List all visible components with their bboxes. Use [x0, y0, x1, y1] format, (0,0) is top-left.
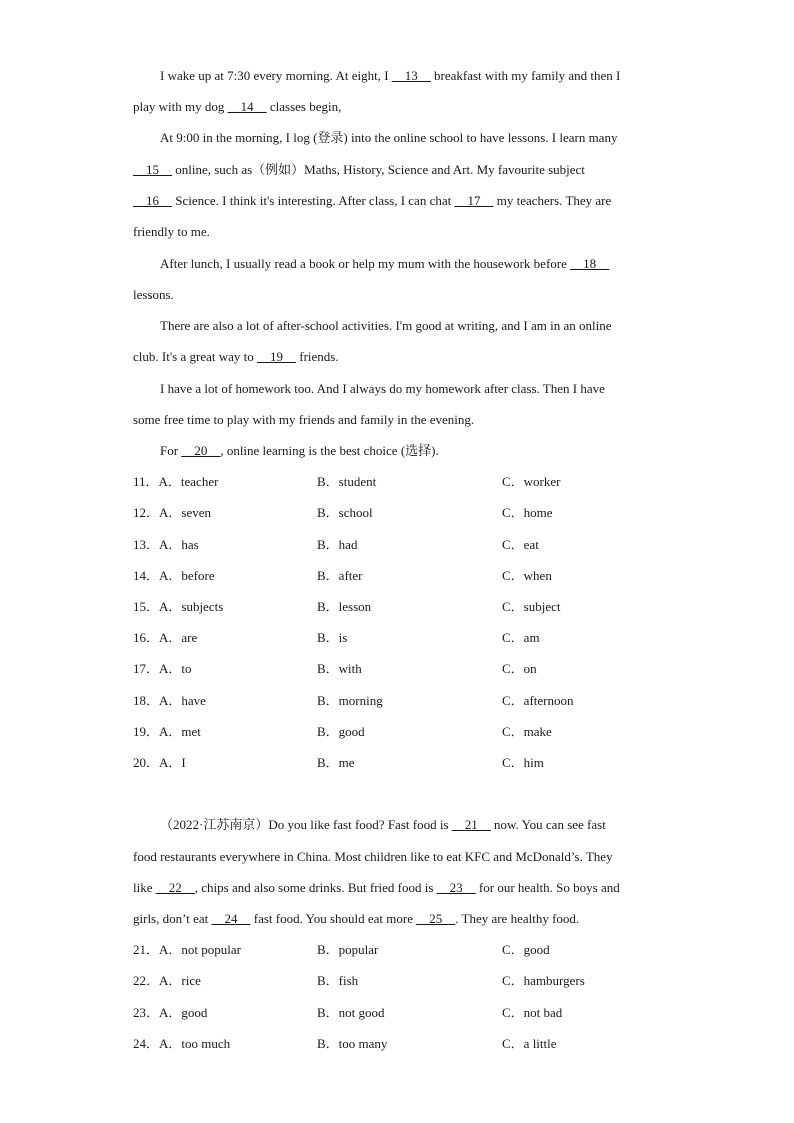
- passage1-line: __16__ Science. I think it's interesting. After class, I can chat __17__ my teachers. They are: [133, 193, 612, 208]
- passage1-line: lessons.: [133, 287, 174, 302]
- question-row: [133, 1035, 663, 1053]
- option-c: C．on: [502, 661, 537, 676]
- passage2-line: food restaurants everywhere in China. Most children like to eat KFC and McDonald’s. They: [133, 849, 613, 864]
- option-c: C．make: [502, 724, 552, 739]
- passage1-line: club. It's a great way to __19__ friends.: [133, 349, 339, 364]
- question-row: [133, 754, 663, 772]
- option-b: B．lesson: [317, 599, 372, 614]
- option-b: B．student: [317, 474, 377, 489]
- blank-17: __17__: [454, 193, 494, 208]
- passage1-line: I have a lot of homework too. And I always do my homework after class. Then I have: [160, 381, 605, 396]
- passage1-line: friendly to me.: [133, 224, 210, 239]
- option-c: C．eat: [502, 537, 539, 552]
- blank-19: __19__: [257, 349, 296, 364]
- option-c: C．a little: [502, 1036, 557, 1051]
- option-c: C．afternoon: [502, 693, 574, 708]
- question-row: [133, 723, 663, 741]
- option-c: C．when: [502, 568, 552, 583]
- option-b: B．too many: [317, 1036, 388, 1051]
- passage1-line: I wake up at 7:30 every morning. At eight, I __13__ breakfast with my family and then I: [160, 68, 621, 83]
- option-a: 20．A．I: [133, 755, 186, 770]
- blank-14: __14__: [227, 99, 267, 114]
- blank-25: __25__: [416, 911, 456, 926]
- option-b: B．had: [317, 537, 358, 552]
- question-row: [133, 473, 663, 491]
- blank-18: __18__: [570, 256, 610, 271]
- option-a: 19．A．met: [133, 724, 201, 739]
- option-a: 12．A．seven: [133, 505, 211, 520]
- option-b: B．fish: [317, 973, 359, 988]
- passage1-line: For __20__, online learning is the best choice (选择).: [160, 443, 439, 458]
- question-row: [133, 536, 663, 554]
- passage2-line: （2022·江苏南京）Do you like fast food? Fast food is __21__ now. You can see fast: [160, 817, 606, 832]
- passage2-line: like __22__, chips and also some drinks. But fried food is __23__ for our health. So boys and: [133, 880, 620, 895]
- option-c: C．home: [502, 505, 553, 520]
- blank-15: __15__: [133, 162, 172, 177]
- option-a: 14．A．before: [133, 568, 215, 583]
- blank-20: __20__: [181, 443, 221, 458]
- option-c: C．not bad: [502, 1005, 563, 1020]
- passage1-line: After lunch, I usually read a book or help my mum with the housework before __18__: [160, 256, 610, 271]
- option-b: B．is: [317, 630, 348, 645]
- option-a: 18．A．have: [133, 693, 206, 708]
- passage1-line: __15__ online, such as（例如）Maths, History, Science and Art. My favourite subject: [133, 162, 585, 177]
- passage1-line: some free time to play with my friends and family in the evening.: [133, 412, 475, 427]
- question-row: [133, 629, 663, 647]
- blank-21: __21__: [451, 817, 491, 832]
- option-c: C．him: [502, 755, 544, 770]
- option-b: B．popular: [317, 942, 379, 957]
- passage1-line: play with my dog __14__ classes begin,: [133, 99, 342, 114]
- blank-24: __24__: [211, 911, 251, 926]
- option-a: 16．A．are: [133, 630, 198, 645]
- blank-23: __23__: [436, 880, 476, 895]
- option-b: B．not good: [317, 1005, 385, 1020]
- option-b: B．after: [317, 568, 363, 583]
- blank-22: __22__: [155, 880, 195, 895]
- question-row: [133, 972, 663, 990]
- question-row: [133, 692, 663, 710]
- question-row: [133, 941, 663, 959]
- question-row: [133, 567, 663, 585]
- option-a: 23．A．good: [133, 1005, 208, 1020]
- passage1-line: At 9:00 in the morning, I log (登录) into the online school to have lessons. I learn many: [160, 130, 618, 145]
- option-b: B．morning: [317, 693, 383, 708]
- option-a: 24．A．too much: [133, 1036, 231, 1051]
- option-c: C．worker: [502, 474, 561, 489]
- option-b: B．with: [317, 661, 362, 676]
- blank-16: __16__: [133, 193, 172, 208]
- option-b: B．school: [317, 505, 373, 520]
- option-b: B．good: [317, 724, 365, 739]
- option-a: 15．A．subjects: [133, 599, 224, 614]
- question-row: [133, 1004, 663, 1022]
- option-a: 22．A．rice: [133, 973, 201, 988]
- option-c: C．am: [502, 630, 540, 645]
- passage1-line: There are also a lot of after-school activities. I'm good at writing, and I am in an online: [160, 318, 612, 333]
- blank-13: __13__: [391, 68, 431, 83]
- option-a: 13．A．has: [133, 537, 199, 552]
- question-row: [133, 598, 663, 616]
- option-c: C．hamburgers: [502, 973, 585, 988]
- option-c: C．good: [502, 942, 550, 957]
- option-c: C．subject: [502, 599, 561, 614]
- option-a: 11．A．teacher: [133, 474, 219, 489]
- question-row: [133, 660, 663, 678]
- passage2-line: girls, don’t eat __24__ fast food. You should eat more __25__. They are healthy food.: [133, 911, 580, 926]
- option-a: 21．A．not popular: [133, 942, 241, 957]
- option-a: 17．A．to: [133, 661, 192, 676]
- question-row: [133, 504, 663, 522]
- option-b: B．me: [317, 755, 355, 770]
